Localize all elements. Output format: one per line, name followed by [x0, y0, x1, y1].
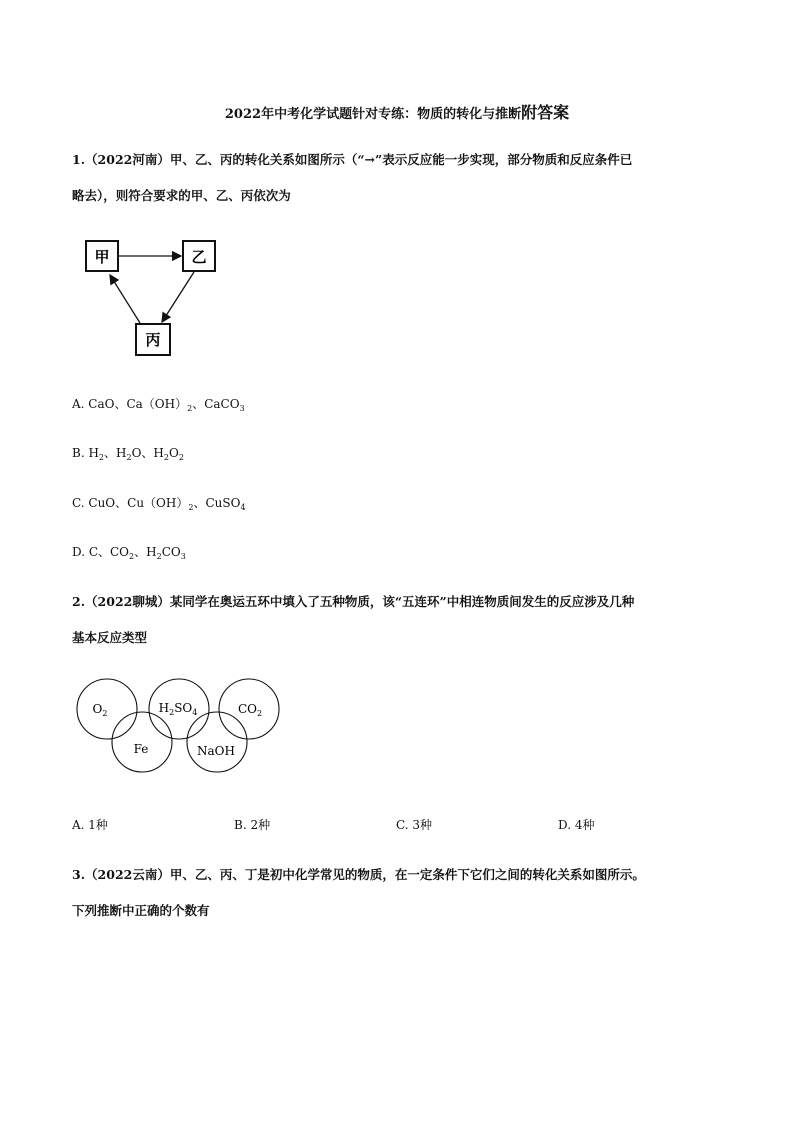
title-suffix: 附答案: [521, 103, 570, 122]
q2-option-d: D. 4种: [558, 818, 595, 832]
title-main: 2022年中考化学试题针对专练：物质的转化与推断: [224, 107, 522, 122]
q1-line2: 略去），则符合要求的甲、乙、丙依次为: [72, 188, 291, 203]
q1-line1: 1.（2022河南）甲、乙、丙的转化关系如图所示（“→”表示反应能一步实现，部分物质和反应条件已: [72, 152, 633, 167]
q2-line1: 2.（2022聊城）某同学在奥运五环中填入了五种物质，该“五连环”中相连物质间发生的反应涉及几种: [72, 594, 635, 609]
page-title: [0, 100, 794, 123]
arrow-yi-to-bing: [162, 272, 194, 322]
q1-option-b: B. $H_2$、$H_2O$、$H_2O_2$: [72, 446, 184, 462]
q2-option-a: A. 1种: [72, 818, 108, 832]
q2-line2: 基本反应类型: [72, 630, 148, 645]
q1-transformation-diagram: [72, 225, 232, 360]
ring-label-naoh: NaOH: [197, 744, 235, 758]
ring-label-o2: $O_2$: [92, 702, 108, 718]
arrow-bing-to-jia: [110, 275, 140, 323]
ring-label-fe: Fe: [133, 742, 149, 756]
q2-olympic-rings-diagram: [72, 678, 284, 778]
q1-option-c: C. CuO、$Cu(OH)_2$、CuSO$_4$: [72, 496, 246, 512]
q2-option-c: C. 3种: [396, 818, 433, 832]
label-yi: 乙: [191, 248, 207, 266]
q1-option-a: A. CaO、$Ca(OH)_2$、CaCO$_3$: [72, 397, 245, 413]
ring-label-co2: $CO_2$: [237, 702, 263, 718]
q2-option-b: B. 2种: [234, 818, 271, 832]
label-bing: 丙: [145, 331, 161, 349]
ring-naoh: [187, 712, 247, 772]
label-jia: 甲: [94, 248, 110, 266]
q3-line2: 下列推断中正确的个数有: [72, 903, 210, 918]
ring-label-h2so4: $H_2SO_4$: [158, 701, 198, 717]
q3-line1: 3.（2022云南）甲、乙、丙、丁是初中化学常见的物质，在一定条件下它们之间的转化关系如图所示。: [72, 867, 645, 882]
q1-option-d: D. C、$CO_2$、$H_2CO_3$: [72, 545, 186, 561]
